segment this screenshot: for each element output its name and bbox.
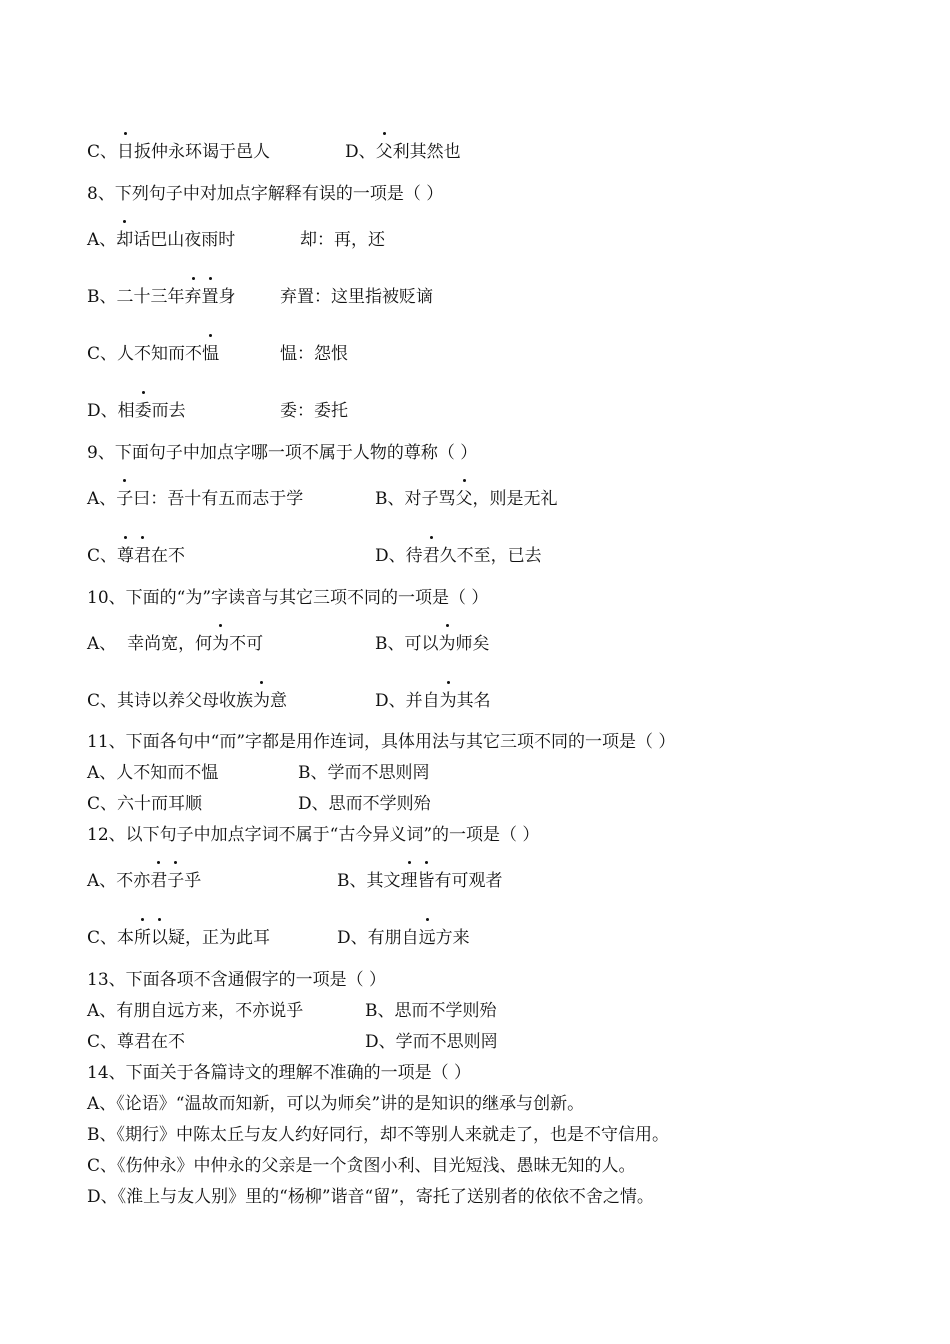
- emphasis-dot-char: 以: [151, 924, 168, 952]
- q13-option-b: B、思而不学则殆: [365, 1001, 497, 1021]
- emphasis-dot-char: 委: [135, 397, 152, 425]
- q12-option-d: D、有朋自远方来: [337, 924, 470, 952]
- q13-option-d: D、学而不思则罔: [365, 1032, 498, 1052]
- q8-option-b-gloss: 弃置：这里指被贬谪: [280, 287, 433, 307]
- emphasis-dot-char: 所: [134, 924, 151, 952]
- q11-option-c: C、六十而耳顺: [87, 794, 203, 814]
- emphasis-dot-char: 父: [456, 485, 473, 513]
- q9-option-b: B、对子骂父，则是无礼: [375, 485, 558, 513]
- q11-stem: 11、下面各句中“而”字都是用作连词，具体用法与其它三项不同的一项是（ ）: [87, 732, 676, 752]
- emphasis-dot-char: 子: [116, 485, 133, 513]
- q9-option-d: D、待君久不至，已去: [375, 542, 542, 570]
- q7-option-d: D、父利其然也: [345, 138, 461, 166]
- emphasis-dot-char: 为: [212, 630, 229, 658]
- q10-option-d: D、并自为其名: [375, 687, 491, 715]
- q9-option-a: A、子曰：吾十有五而志于学: [87, 485, 303, 513]
- q13-option-c: C、尊君在不: [87, 1032, 186, 1052]
- q10-option-a: A、 幸尚宽，何为不可: [87, 630, 263, 658]
- emphasis-dot-char: 理: [401, 867, 418, 895]
- q11-option-d: D、思而不学则殆: [298, 794, 431, 814]
- emphasis-dot-char: 皆: [418, 867, 435, 895]
- q14-option-b: B、《期行》中陈太丘与友人约好同行，却不等别人来就走了，也是不守信用。: [87, 1125, 669, 1145]
- q12-stem: 12、以下句子中加点字词不属于“古今异义词”的一项是（ ）: [87, 825, 540, 845]
- q14-option-c: C、《伤仲永》中仲永的父亲是一个贪图小利、目光短浅、愚昧无知的人。: [87, 1156, 636, 1176]
- q8-stem: 8、下列句子中对加点字解释有误的一项是（ ）: [87, 184, 444, 204]
- q12-option-a: A、不亦君子乎: [87, 867, 201, 895]
- q8-option-a-gloss: 却：再，还: [300, 230, 385, 250]
- emphasis-dot-char: 为: [253, 687, 270, 715]
- q13-option-a: A、有朋自远方来，不亦说乎: [87, 1001, 304, 1021]
- emphasis-dot-char: 弃: [185, 283, 202, 311]
- q9-stem: 9、下面句子中加点字哪一项不属于人物的尊称（ ）: [87, 443, 478, 463]
- emphasis-dot-char: 父: [376, 138, 393, 166]
- emphasis-dot-char: 愠: [202, 340, 219, 368]
- q11-option-a: A、人不知而不愠: [87, 763, 219, 783]
- emphasis-dot-char: 却: [116, 226, 133, 254]
- q10-option-c: C、其诗以养父母收族为意: [87, 687, 287, 715]
- emphasis-dot-char: 君: [150, 867, 167, 895]
- emphasis-dot-char: 日: [117, 138, 134, 166]
- q7-option-c: C、日扳仲永环谒于邑人: [87, 138, 270, 166]
- emphasis-dot-char: 尊: [117, 542, 134, 570]
- q10-option-b: B、可以为师矣: [375, 630, 490, 658]
- emphasis-dot-char: 置: [202, 283, 219, 311]
- q8-option-d-gloss: 委：委托: [280, 401, 348, 421]
- emphasis-dot-char: 为: [440, 687, 457, 715]
- q9-option-c: C、尊君在不: [87, 542, 185, 570]
- q12-option-c: C、本所以疑，正为此耳: [87, 924, 270, 952]
- q12-option-b: B、其文理皆有可观者: [337, 867, 503, 895]
- emphasis-dot-char: 为: [439, 630, 456, 658]
- exam-page: C、日扳仲永环谒于邑人 D、父利其然也 8、下列句子中对加点字解释有误的一项是（ ） A、却话巴山夜雨时 却：再，还 B、二十三年弃置身 弃置：这里指被贬谪 C、人不知而不愠 愠：怨恨 D、相委而去 委：委托 9、下面句子中加点字哪一项不属于人物的尊称（ ） A、子曰：吾十有五而志于学 B、对子骂父，则是无礼 C、尊君在不 D、待君久不至，已去 10、下面的“为”字读音与其它三项不同的一项是（ ） A、 幸尚宽，何为不可 B、可以为师矣 C、其诗以养父母收族为意 D、并自为其名 11、下面各句中“而”字都是用作连词，具体用法与其它三项不同的一项是（ ） A、人不知而不愠 B、学而不思则罔 C、六十而耳顺 D、思而不学则殆 12、以下句子中加点字词不属于“古今异义词”的一项是（ ） A、不亦君子乎 B、其文理皆有可观者 C、本所以疑，正为此耳 D、有朋自远方来 13、下面各项不含通假字的一项是（ ） A、有朋自远方来，不亦说乎 B、思而不学则殆 C、尊君在不 D、学而不思则罔 14、下面关于各篇诗文的理解不准确的一项是（ ） A、《论语》“温故而知新，可以为师矣”讲的是知识的继承与创新。 B、《期行》中陈太丘与友人约好同行，却不等别人来就走了，也是不守信用。 C、《伤仲永》中仲永的父亲是一个贪图小利、目光短浅、愚昧无知的人。 D、《淮上与友人别》里的“杨柳”谐音“留”，寄托了送别者的依依不舍之情。: [0, 0, 950, 1344]
- q14-stem: 14、下面关于各篇诗文的理解不准确的一项是（ ）: [87, 1063, 472, 1083]
- emphasis-dot-char: 子: [167, 867, 184, 895]
- q14-option-a: A、《论语》“温故而知新，可以为师矣”讲的是知识的继承与创新。: [87, 1094, 585, 1114]
- q14-option-d: D、《淮上与友人别》里的“杨柳”谐音“留”，寄托了送别者的依依不舍之情。: [87, 1187, 654, 1207]
- q13-stem: 13、下面各项不含通假字的一项是（ ）: [87, 970, 387, 990]
- q11-option-b: B、学而不思则罔: [298, 763, 430, 783]
- emphasis-dot-char: 君: [134, 542, 151, 570]
- q10-stem: 10、下面的“为”字读音与其它三项不同的一项是（ ）: [87, 588, 489, 608]
- q8-option-c-gloss: 愠：怨恨: [280, 344, 348, 364]
- emphasis-dot-char: 远: [419, 924, 436, 952]
- emphasis-dot-char: 君: [423, 542, 440, 570]
